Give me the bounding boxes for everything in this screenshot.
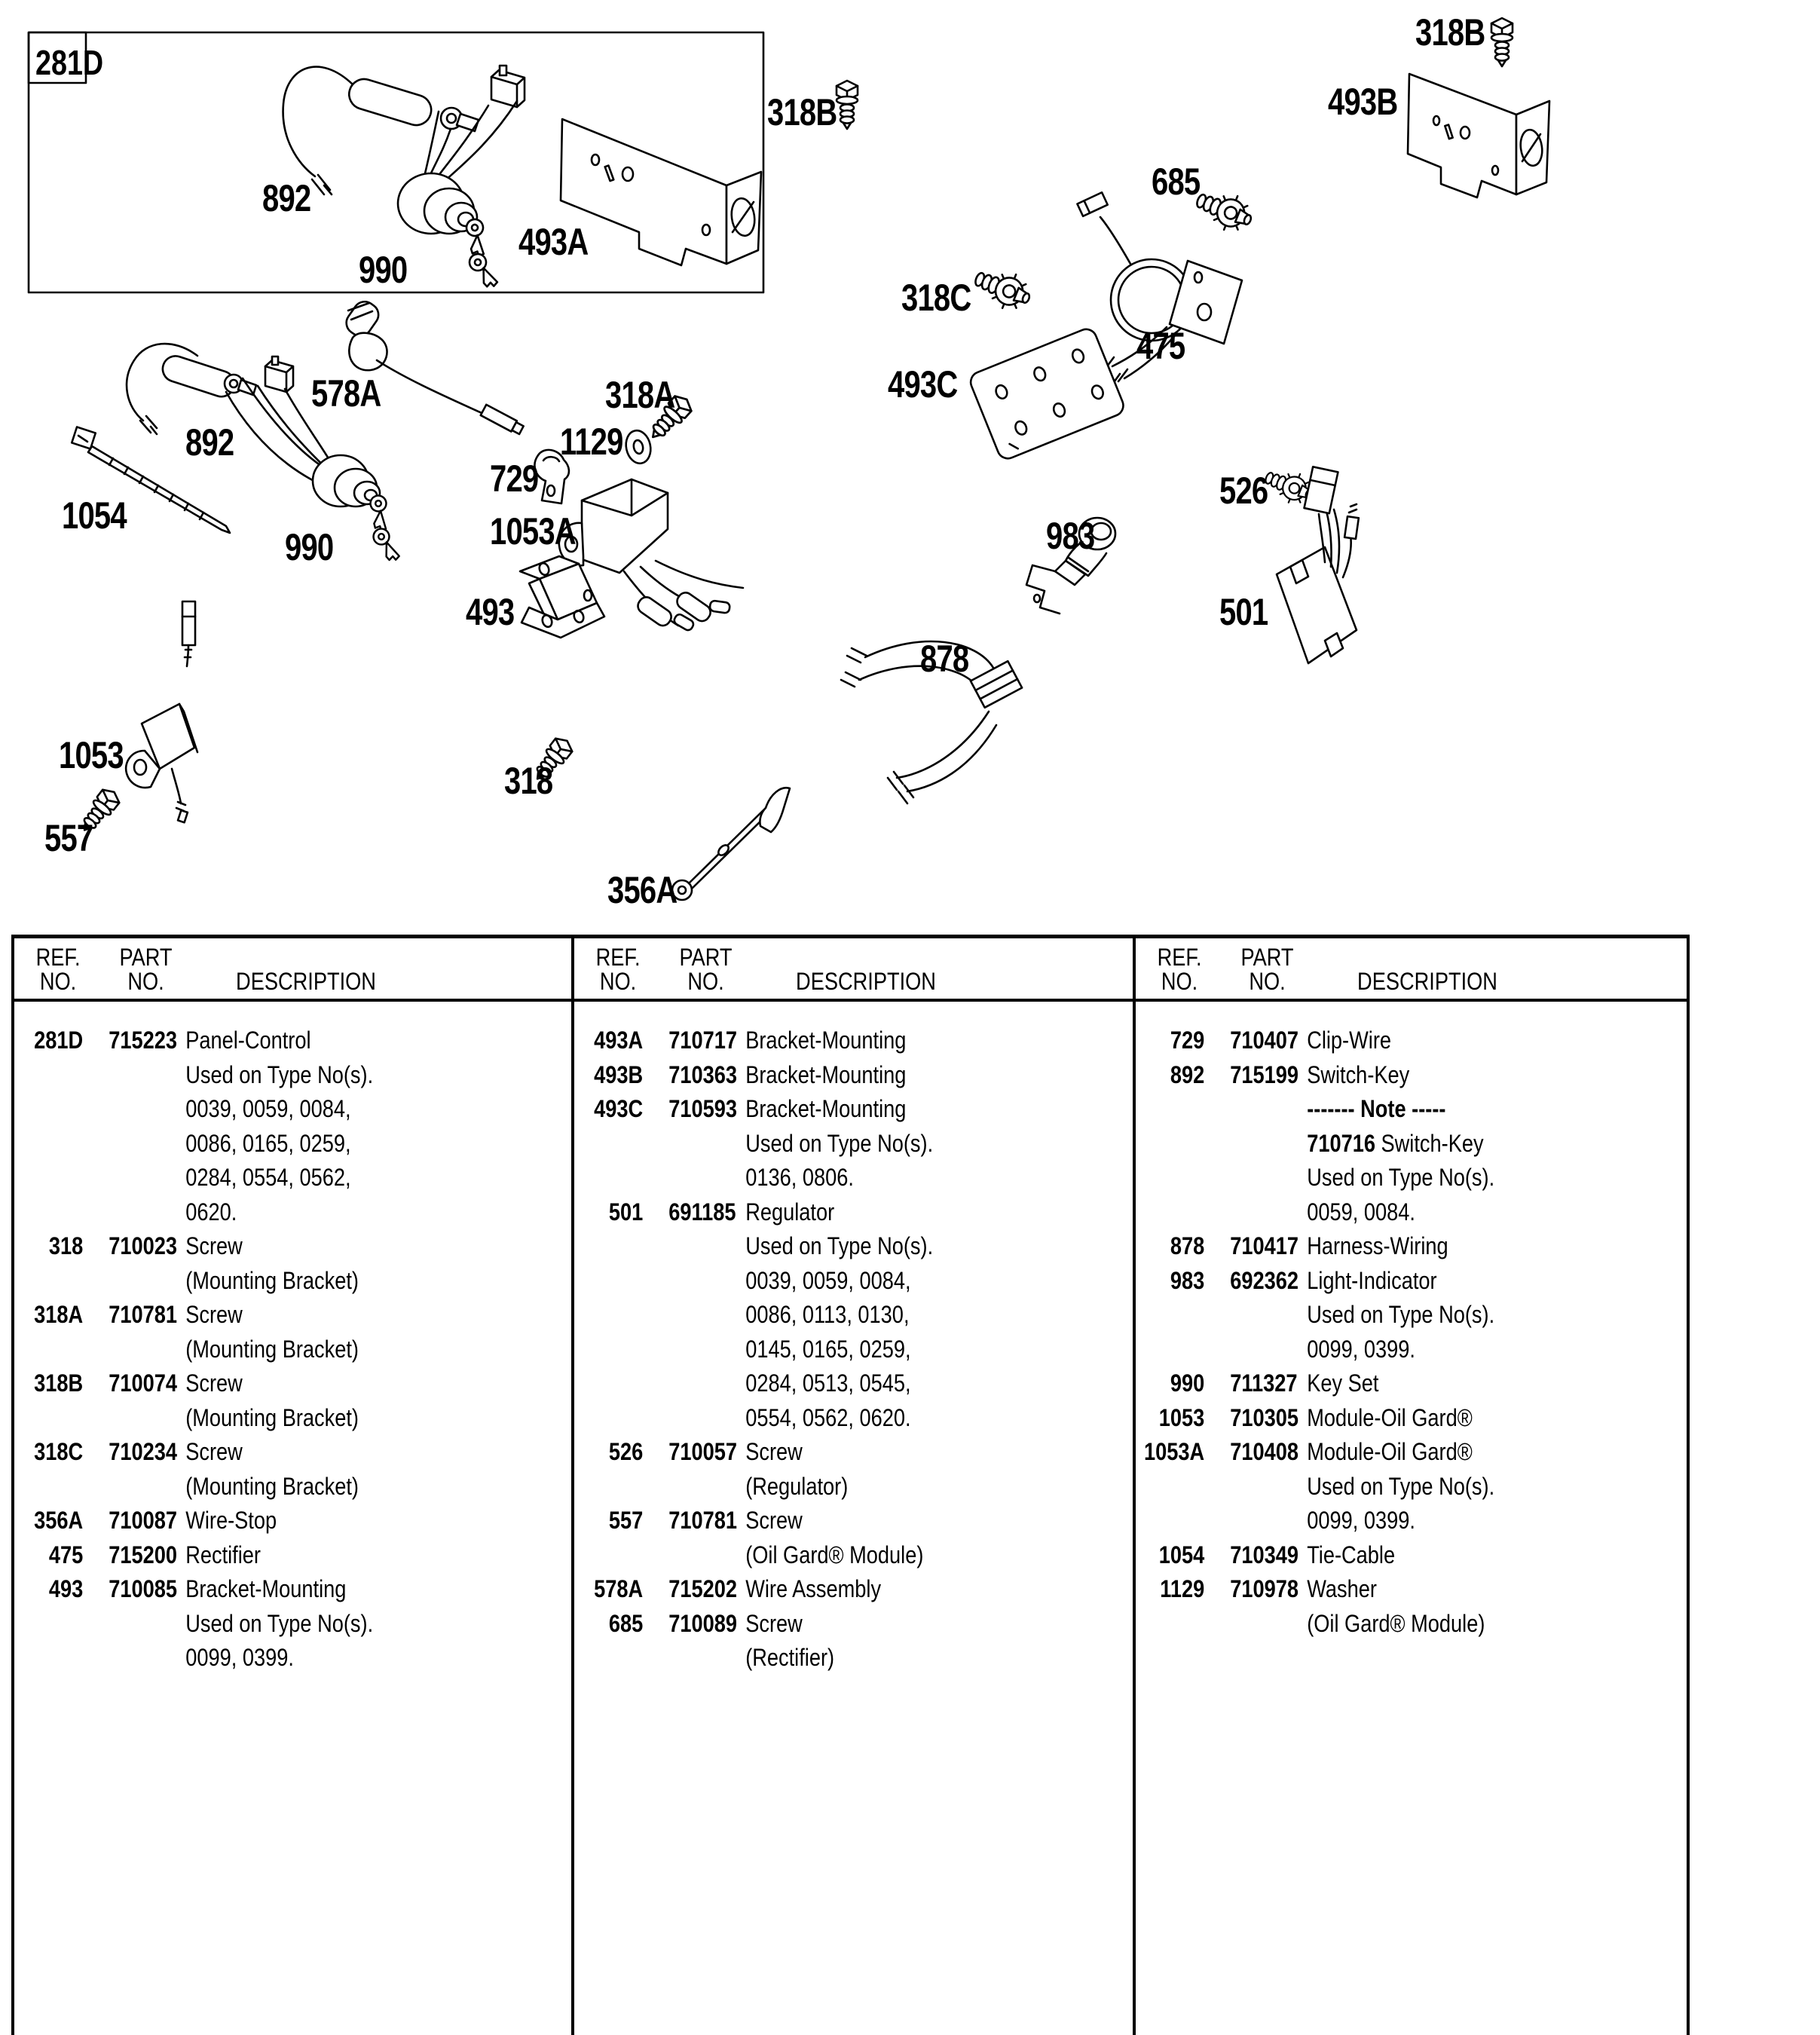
table-row — [11, 1572, 575, 1607]
table-column-3 — [1133, 935, 1696, 1641]
part-label-983: 983 — [1046, 515, 1095, 557]
table-row — [1133, 1264, 1696, 1299]
description: Used on Type No(s). — [1307, 1164, 1495, 1191]
description: Screw — [185, 1438, 243, 1465]
description: (Regulator) — [745, 1472, 849, 1500]
table-header-cell: PART — [679, 944, 733, 971]
part-no: 710593 — [668, 1095, 737, 1122]
part-label-578a: 578A — [311, 372, 381, 415]
part-no: 710781 — [109, 1301, 177, 1328]
screw-318b-left-drawing — [837, 81, 858, 129]
ref-no: 990 — [1170, 1369, 1205, 1397]
description: 0086, 0113, 0130, — [745, 1301, 910, 1328]
ref-no: 729 — [1170, 1027, 1205, 1054]
table-row — [1133, 1538, 1696, 1573]
bracket-mounting-493a-drawing — [561, 119, 761, 265]
table-row-continuation — [1133, 1607, 1696, 1642]
part-no: 692362 — [1230, 1266, 1298, 1294]
table-row-continuation — [571, 1264, 1135, 1299]
part-no: 710417 — [1230, 1232, 1298, 1259]
table-row — [11, 1229, 575, 1264]
part-no: 710085 — [109, 1575, 177, 1602]
ref-no: 493A — [594, 1027, 644, 1054]
table-row — [11, 1435, 575, 1470]
part-no: 710781 — [668, 1507, 737, 1534]
table-row — [11, 1504, 575, 1538]
table-row-continuation — [1133, 1127, 1696, 1161]
part-no: 715200 — [109, 1541, 177, 1568]
description: Screw — [185, 1301, 243, 1328]
part-no: 710089 — [668, 1609, 737, 1637]
bracket-mounting-493b-drawing — [1408, 74, 1549, 197]
part-no: 710305 — [1230, 1403, 1298, 1431]
part-no: 710717 — [668, 1027, 737, 1054]
table-row — [571, 1195, 1135, 1230]
table-row — [1133, 1024, 1696, 1058]
ref-no: 281D — [34, 1027, 84, 1054]
ref-no: 493 — [48, 1575, 84, 1602]
ref-no: 878 — [1170, 1232, 1205, 1259]
ref-no: 1053 — [1158, 1403, 1205, 1431]
ref-no: 526 — [608, 1438, 644, 1465]
table-header-cell: DESCRIPTION — [796, 968, 936, 995]
description: Panel-Control — [185, 1027, 311, 1054]
bracket-mounting-493-drawing — [520, 556, 604, 638]
description: Screw — [185, 1232, 243, 1259]
ref-no: 501 — [608, 1198, 644, 1226]
part-no: 710407 — [1230, 1027, 1298, 1054]
table-row-continuation — [571, 1538, 1135, 1573]
description: 0620. — [185, 1198, 237, 1226]
description: Used on Type No(s). — [185, 1060, 374, 1088]
table-row-continuation — [1133, 1195, 1696, 1230]
table-row — [571, 1435, 1135, 1470]
table-header-cell: PART — [119, 944, 173, 971]
table-row-continuation — [571, 1298, 1135, 1333]
part-label-493c: 493C — [888, 363, 958, 405]
ref-no: 493C — [594, 1095, 644, 1122]
table-header-cell: REF. — [1157, 944, 1202, 971]
description: 0099, 0399. — [1307, 1507, 1415, 1534]
table-row-continuation — [1133, 1092, 1696, 1127]
table-header-cell: PART — [1240, 944, 1294, 971]
part-no: 715199 — [1230, 1060, 1298, 1088]
table-row — [571, 1607, 1135, 1642]
part-label-493b: 493B — [1328, 81, 1398, 123]
part-no: 715202 — [668, 1575, 737, 1602]
description: 0554, 0562, 0620. — [745, 1403, 911, 1431]
description: Light-Indicator — [1307, 1266, 1437, 1294]
description: 0099, 0399. — [1307, 1335, 1415, 1363]
part-label-1053a: 1053A — [490, 510, 576, 552]
part-label-878: 878 — [920, 638, 969, 680]
table-row-continuation — [11, 1470, 575, 1504]
part-label-318b-right: 318B — [1415, 11, 1485, 54]
part-no: 710978 — [1230, 1575, 1298, 1602]
table-row — [1133, 1572, 1696, 1607]
table-row — [571, 1058, 1135, 1093]
part-label-990-b: 990 — [285, 526, 334, 568]
description: Tie-Cable — [1307, 1541, 1396, 1568]
table-row — [11, 1366, 575, 1401]
ref-no: 318A — [34, 1301, 84, 1328]
description: (Rectifier) — [745, 1644, 835, 1671]
table-row-continuation — [1133, 1161, 1696, 1195]
ref-no: 493B — [594, 1060, 644, 1088]
table-row-continuation — [571, 1470, 1135, 1504]
ref-no: 1129 — [1160, 1575, 1205, 1602]
screw-318b-right-drawing — [1491, 18, 1513, 66]
ref-no: 983 — [1170, 1266, 1205, 1294]
table-row-continuation — [11, 1092, 575, 1127]
part-label-557: 557 — [44, 817, 93, 859]
table-row-continuation — [571, 1366, 1135, 1401]
part-no: 710057 — [668, 1438, 737, 1465]
description: Bracket-Mounting — [745, 1027, 907, 1054]
table-column-1 — [11, 935, 575, 1675]
table-row-continuation — [571, 1161, 1135, 1195]
table-row-continuation — [11, 1641, 575, 1675]
description: (Mounting Bracket) — [185, 1266, 359, 1294]
description: 0039, 0059, 0084, — [185, 1095, 351, 1122]
description: 0145, 0165, 0259, — [745, 1335, 911, 1363]
ref-no: 475 — [48, 1541, 84, 1568]
part-label-493: 493 — [466, 591, 515, 633]
exploded-parts-diagram — [0, 0, 1820, 935]
part-label-493a: 493A — [518, 221, 589, 263]
table-header-cell: REF. — [595, 944, 641, 971]
table-row — [1133, 1401, 1696, 1436]
description: 710716 Switch-Key — [1307, 1129, 1484, 1157]
part-no: 710408 — [1230, 1438, 1298, 1465]
part-label-318a: 318A — [605, 374, 675, 416]
part-no: 691185 — [668, 1198, 736, 1226]
module-oil-gard-1053-drawing — [126, 601, 197, 822]
part-no: 711327 — [1230, 1369, 1298, 1397]
ref-no: 318C — [34, 1438, 84, 1465]
part-no: 710087 — [109, 1507, 177, 1534]
description: Screw — [745, 1609, 803, 1637]
description: (Mounting Bracket) — [185, 1472, 359, 1500]
table-row — [1133, 1229, 1696, 1264]
description: (Oil Gard® Module) — [1307, 1609, 1485, 1637]
description: 0099, 0399. — [185, 1644, 294, 1671]
description: Clip-Wire — [1307, 1027, 1392, 1054]
part-no: 710234 — [109, 1438, 177, 1465]
ref-no: 356A — [34, 1507, 84, 1534]
part-label-729: 729 — [490, 457, 539, 500]
description: 0059, 0084. — [1307, 1198, 1415, 1226]
description: Regulator — [745, 1198, 835, 1226]
table-row-continuation — [11, 1058, 575, 1093]
table-row-continuation — [11, 1333, 575, 1367]
table-row — [571, 1572, 1135, 1607]
table-header-cell: NO. — [687, 968, 724, 995]
part-label-318: 318 — [504, 760, 553, 802]
table-row-continuation — [1133, 1470, 1696, 1504]
part-label-1054: 1054 — [62, 494, 127, 537]
description: Used on Type No(s). — [745, 1129, 934, 1157]
table-row-continuation — [11, 1607, 575, 1642]
table-header-cell: DESCRIPTION — [1357, 968, 1497, 995]
description: Bracket-Mounting — [185, 1575, 347, 1602]
table-header-cell: REF. — [35, 944, 81, 971]
part-no: 710363 — [668, 1060, 737, 1088]
wire-stop-356a-drawing — [672, 788, 790, 900]
table-row — [571, 1092, 1135, 1127]
table-row-continuation — [571, 1229, 1135, 1264]
description: Bracket-Mounting — [745, 1095, 907, 1122]
ref-no: 685 — [608, 1609, 644, 1637]
part-no: 710074 — [109, 1369, 177, 1397]
table-header — [1133, 935, 1696, 1024]
table-row-continuation — [571, 1641, 1135, 1675]
screw-318c-drawing — [970, 262, 1036, 317]
description: 0284, 0513, 0545, — [745, 1369, 911, 1397]
table-header-cell: NO. — [599, 968, 637, 995]
table-header-cell: NO. — [127, 968, 164, 995]
table-header — [11, 935, 575, 1024]
description: Washer — [1307, 1575, 1377, 1602]
screw-685-drawing — [1191, 183, 1258, 238]
table-row — [11, 1024, 575, 1058]
table-row — [571, 1024, 1135, 1058]
part-label-1053: 1053 — [59, 734, 124, 776]
description: Used on Type No(s). — [1307, 1301, 1495, 1328]
table-row-continuation — [1133, 1298, 1696, 1333]
description: Module-Oil Gard® — [1307, 1403, 1473, 1431]
description: Screw — [185, 1369, 243, 1397]
part-no: 710349 — [1230, 1541, 1298, 1568]
description: Bracket-Mounting — [745, 1060, 907, 1088]
part-label-501: 501 — [1219, 591, 1268, 633]
part-label-892-a: 892 — [262, 177, 311, 219]
description: Used on Type No(s). — [1307, 1472, 1495, 1500]
description: Screw — [745, 1507, 803, 1534]
table-row-continuation — [1133, 1333, 1696, 1367]
part-label-318c: 318C — [901, 277, 971, 319]
table-header-cell: NO. — [39, 968, 77, 995]
washer-1129-drawing — [623, 428, 653, 466]
table-header-cell: DESCRIPTION — [236, 968, 376, 995]
description: Screw — [745, 1438, 803, 1465]
part-label-990-a: 990 — [359, 249, 408, 291]
description: Wire-Stop — [185, 1507, 277, 1534]
description: Module-Oil Gard® — [1307, 1438, 1473, 1465]
table-row-continuation — [571, 1401, 1135, 1436]
description: 0039, 0059, 0084, — [745, 1266, 911, 1294]
ref-no: 892 — [1170, 1060, 1205, 1088]
ref-no: 318B — [34, 1369, 84, 1397]
part-label-475: 475 — [1136, 325, 1185, 367]
description: Used on Type No(s). — [185, 1609, 374, 1637]
wire-assembly-578a-drawing — [342, 297, 525, 435]
ref-no: 318 — [48, 1232, 84, 1259]
part-label-892-b: 892 — [185, 421, 234, 464]
part-no: 715223 — [109, 1027, 177, 1054]
table-row-continuation — [11, 1401, 575, 1436]
table-row — [1133, 1366, 1696, 1401]
description: Used on Type No(s). — [745, 1232, 934, 1259]
table-header-cell: NO. — [1161, 968, 1198, 995]
description: (Oil Gard® Module) — [745, 1541, 924, 1568]
table-row — [1133, 1058, 1696, 1093]
table-column-2 — [571, 935, 1135, 1675]
inset-box-label: 281D — [35, 43, 104, 82]
plate-493c-drawing — [968, 326, 1127, 462]
table-row-continuation — [11, 1127, 575, 1161]
description: Key Set — [1307, 1369, 1379, 1397]
description: ------- Note ----- — [1307, 1095, 1446, 1122]
table-row-continuation — [11, 1264, 575, 1299]
description: Harness-Wiring — [1307, 1232, 1448, 1259]
part-no: 710023 — [109, 1232, 177, 1259]
table-header — [571, 935, 1135, 1024]
description: 0086, 0165, 0259, — [185, 1129, 351, 1157]
part-label-318b-left: 318B — [767, 91, 837, 133]
table-row — [11, 1298, 575, 1333]
part-label-685: 685 — [1152, 161, 1201, 203]
table-header-cell: NO. — [1249, 968, 1286, 995]
table-row-continuation — [11, 1195, 575, 1230]
description: 0284, 0554, 0562, — [185, 1164, 351, 1191]
table-row — [11, 1538, 575, 1573]
part-label-356a: 356A — [607, 869, 678, 911]
ref-no: 578A — [594, 1575, 644, 1602]
table-row-continuation — [571, 1333, 1135, 1367]
table-row-continuation — [11, 1161, 575, 1195]
table-row-continuation — [1133, 1504, 1696, 1538]
part-label-526: 526 — [1219, 470, 1268, 512]
description: 0136, 0806. — [745, 1164, 854, 1191]
description: Switch-Key — [1307, 1060, 1410, 1088]
description: Wire Assembly — [745, 1575, 882, 1602]
ref-no: 1054 — [1158, 1541, 1205, 1568]
ref-no: 1053A — [1144, 1438, 1205, 1465]
table-row — [1133, 1435, 1696, 1470]
description: (Mounting Bracket) — [185, 1335, 359, 1363]
description: (Mounting Bracket) — [185, 1403, 359, 1431]
part-label-1129: 1129 — [560, 421, 623, 463]
ref-no: 557 — [608, 1507, 644, 1534]
table-row-continuation — [571, 1127, 1135, 1161]
table-row — [571, 1504, 1135, 1538]
description: Rectifier — [185, 1541, 261, 1568]
